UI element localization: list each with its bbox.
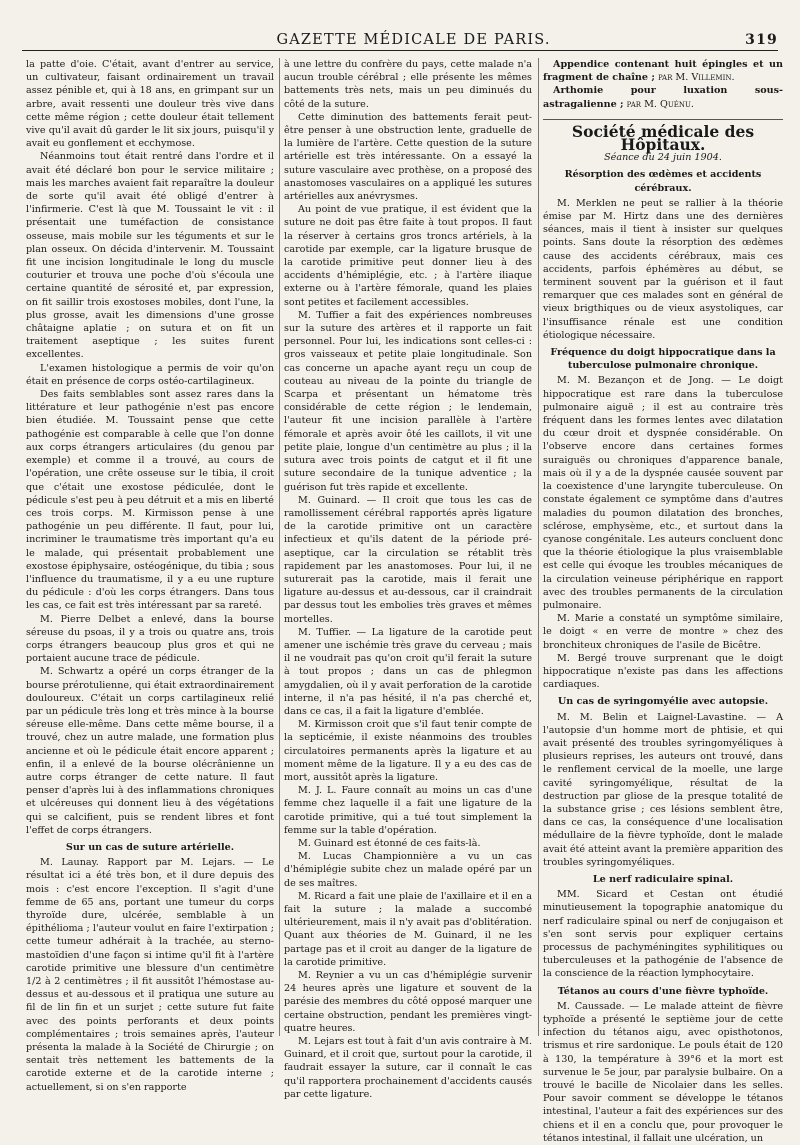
paragraph: M. Pierre Delbet a enlevé, dans la bourse séreuse du psoas, il y a trois ou quatre ans, trois corps étrangers beaucoup plus gros et qui ne portaient aucune trace de pédicule. [26, 613, 274, 665]
paragraph: M. Tuffier. — La ligature de la carotide peut amener une ischémie très grave du cerveau ; mais il ne voudrait pas qu'on croit qu'il ferait la suture à tout propos ; dans un cas de phlegmon amygdalien, où il y avait perforation de la carotide interne, il n'a pas hésité, il n'a pas cherché et, dans ce cas, il a fait la ligature d'emblée. [284, 626, 532, 717]
column-left [26, 58, 274, 1093]
section-heading: Le nerf radiculaire spinal. [592, 873, 734, 885]
report-author: par M. Quénu. [623, 98, 694, 110]
session-date: Séance du 24 juin 1904. [604, 152, 722, 164]
paragraph: M. Reynier a vu un cas d'hémiplégie survenir 24 heures après une ligature et souvent de la parésie des membres du côté opposé marquer une certaine obstruction, pendant les premières vingt-quatre heures. [284, 970, 532, 1034]
journal-title: GAZETTE MÉDICALE DE PARIS. [276, 32, 551, 48]
paragraph: M. Lucas Championnière a vu un cas d'hémiplégie subite chez un malade opéré par un de ses maîtres. [284, 851, 532, 889]
paragraph: Cette diminution des battements ferait peut-être penser à une obstruction lente, graduelle de la lumière de l'artère. Cette question de la suture artérielle est très intéressante. On a essayé la suture vasculaire avec prothèse, on a proposé des anastomoses vasculaires on a appliqué les sutures artérielles aux anévrysmes. [284, 111, 532, 203]
section-heading: Résorption des œdèmes et accidents cérébraux. [564, 169, 762, 194]
column-divider [279, 58, 280, 1036]
paragraph: la patte d'oie. C'était, avant d'entrer au service, un cultivateur, faisant ordinairement un travail assez pénible et, qui à 18 ans, en grimpant sur un arbre, avait ressenti une douleur très vive dans cette même région ; cette douleur était tellement vive qu'il avait dû garder le lit six jours, puisqu'il y avait eu gonflement et ecchymose. [26, 59, 274, 150]
report-title [543, 58, 783, 84]
section-heading: Un cas de syringomyélie avec autopsie. [557, 696, 769, 708]
page-number: 319 [745, 32, 778, 48]
report-title-text: Arthomie pour luxation sous-astragalienne ; [543, 85, 783, 110]
paragraph: M. M. Belin et Laignel-Lavastine. — A l'autopsie d'un homme mort de phtisie, et qui avait présenté des troubles syringomyéliques à plusieurs reprises, les auteurs ont trouvé, dans le renflement cervical de la moelle, une large cavité syringomyélique, résultat de la destruction par gliose de la presque totalité de la substance grise ; ces lésions semblent être, dans ce cas, la conséquence d'une localisation médullaire de la fièvre typhoïde, dont le malade avait été atteint avant la première apparition des troubles syringomyéliques. [543, 711, 783, 868]
paragraph: à une lettre du confrère du pays, cette malade n'a aucun trouble cérébral ; elle présente les mêmes battements très nets, mais un peu diminués du côté de la suture. [284, 59, 532, 110]
paragraph: Des faits semblables sont assez rares dans la littérature et leur pathogénie n'est pas encore bien étudiée. M. Toussaint pense que cette pathogénie est comparable à celle que l'on donne aux corps étrangers articulaires (du genou par exemple) et comme il a trouvé, au cours de l'opération, une crête osseuse sur le tibia, il croit que c'était une exostose pédiculée, dont le pédicule s'est peu à peu détruit et a mis en liberté ces trois corps. M. Kirmisson pense à une pathogénie un peu différente. Il faut, pour lui, incriminer le traumatisme très important qu'a eu le malade, qui présentait probablement une exostose épiphysaire, ostéogénique, du tibia ; sous l'influence du traumatisme, il y a eu une rupture du pédicule : d'où les corps étrangers. Dans tous les cas, ce fait est très intéressant par sa rareté. [26, 389, 274, 612]
paragraph: M. Schwartz a opéré un corps étranger de la bourse prérotulienne, qui était extraordinairement douloureux. C'était un corps cartilagineux relié par un pédicule très long et très mince à la bourse séreuse elle-même. Dans cette même bourse, il a trouvé, chez un autre malade, une formation plus ancienne et où le pédicule était encore apparent ; enfin, il a enlevé de la bourse olécrânienne un autre corps étranger de cette nature. Il faut penser d'après lui à des inflammations chroniques et ulcéreuses qui donnent lieu à des végétations qui se calcifient, puis se rendent libres et font l'effet de corps étrangers. [26, 666, 274, 836]
page-header [22, 26, 778, 51]
paragraph: M. Merklen ne peut se rallier à la théorie émise par M. Hirtz dans une des dernières séances, mais il tient à insister sur quelques points. Sans doute la résorption des œdèmes cause des accidents cérébraux, mais ces accidents, parfois éphémères au début, se terminent souvent par la guérison et il faut remarquer que ces malades sont en général de vieux brigthiques ou de vieux asystoliques, car l'insuffisance rénale est une condition étiologique nécessaire. [543, 197, 783, 341]
society-title: Société médicale des Hôpitaux. [543, 119, 783, 151]
section-heading: Fréquence du doigt hippocratique dans la tuberculose pulmonaire chronique. [550, 347, 776, 372]
paragraph: M. Bergé trouve surprenant que le doigt hippocratique n'existe pas dans les affections cardiaques. [543, 652, 783, 691]
section-heading: Sur un cas de suture artérielle. [65, 841, 235, 853]
section-heading: Tétanos au cours d'une fièvre typhoïde. [557, 985, 769, 997]
report-title [543, 84, 783, 110]
column-divider [538, 58, 539, 1036]
paragraph: Au point de vue pratique, il est évident que la suture ne doit pas être faite à tout propos. Il faut la réserver à certains gros troncs artériels, à la carotide par exemple, car la ligature brusque de la carotide primitive peut donner lieu à des accidents d'hémiplégie, etc. ; à l'artère iliaque externe ou à l'artère fémorale, quand les plaies sont petites et facilement accessibles. [284, 204, 532, 308]
column-middle [284, 58, 532, 1100]
paragraph: M. Ricard a fait une plaie de l'axillaire et il en a fait la suture ; la malade a succombé ultérieurement, mais il n'y avait pas d'oblitération. Quant aux théories de M. Guinard, il ne les partage pas et il croit au danger de la ligature de la carotide primitive. [284, 890, 532, 968]
report-title-text: Appendice contenant huit épingles et un fragment de chaîne ; [543, 59, 783, 84]
paragraph: L'examen histologique a permis de voir qu'on était en présence de corps ostéo-cartilagineux. [26, 362, 274, 387]
report-author: par M. Villemin. [654, 72, 735, 84]
paragraph: Néanmoins tout était rentré dans l'ordre et il avait été déclaré bon pour le service militaire ; mais les marches avaient fait reparaître la douleur de sorte qu'il avait été obligé d'entrer à l'infirmerie. C'est là que M. Toussaint le vit : il présentait une tuméfaction de consistance osseuse, mais mobile sur les téguments et sur le plan osseux. On décida d'intervenir. M. Toussaint fit une incision longitudinale le long du muscle couturier et trouva une poche d'où s'écoula une certaine quantité de sérosité et, par expression, on fit saillir trois exostoses mobiles, dont l'une, la plus grosse, avait les dimensions d'une grosse châtaigne aplatie ; on sutura et on fit un traitement aseptique ; les suites furent excellentes. [26, 151, 274, 361]
column-right [543, 58, 783, 1144]
paragraph: M. Guinard. — Il croit que tous les cas de ramollissement cérébral rapportés après ligature de la carotide primitive ont un caractère infectieux et qu'ils datent de la période pré-aseptique, car la circulation se rétablit très rapidement par les anastomoses. Pour lui, il ne suturerait pas la carotide, mais il ferait une ligature au-dessus et au-dessous, car il craindrait par dessus tout les embolies très graves et mêmes mortelles. [284, 494, 532, 625]
paragraph: M. Kirmisson croit que s'il faut tenir compte de la septicémie, il existe néanmoins des troubles circulatoires permanents après la ligature et au moment même de la ligature. Il y a eu des cas de mort, aussitôt après la ligature. [284, 719, 532, 783]
paragraph: M. Lejars est tout à fait d'un avis contraire à M. Guinard, et il croit que, surtout pour la carotide, il faudrait essayer la suture, car il connaît le cas qu'il rapportera prochainement d'accidents causés par cette ligature. [284, 1036, 532, 1100]
paragraph: M. Marie a constaté un symptôme similaire, le doigt « en verre de montre » chez des bronchiteux chroniques de l'asile de Bicêtre. [543, 613, 783, 651]
paragraph: M. Caussade. — Le malade atteint de fièvre typhoïde a présenté le septième jour de cette infection du tétanos aigu, avec opisthotonos, trismus et rire sardonique. Le pouls était de 120 à 130, la température à 39°6 et la mort est survenue le 5e jour, par paralysie bulbaire. On a trouvé le bacille de Nicolaier dans les selles. Pour savoir comment se développe le tétanos intestinal, l'auteur a fait des expériences sur des chiens et il en a conclu que, pour provoquer le tétanos intestinal, il fallait une ulcération, un [543, 1000, 783, 1144]
paragraph: M. Guinard est étonné de ces faits-là. [298, 837, 481, 849]
paragraph: M. M. Bezançon et de Jong. — Le doigt hippocratique est rare dans la tuberculose pulmonaire aiguë ; il est au contraire très fréquent dans les formes lentes avec dilatation du cœur droit et dyspnée considérable. On l'observe encore dans certaines formes suraiguës ou chroniques d'apparence banale, mais où il y a de la dyspnée causée souvent par la coexistence d'une laryngite tuberculeuse. On constate également ce symptôme dans d'autres maladies du poumon dilatation des bronches, sclérose, emphysème, etc., et surtout dans la cyanose congénitale. Les auteurs concluent donc que la théorie étiologique la plus vraisemblable est celle qui évoque les troubles mécaniques de la circulation veineuse périphérique en rapport avec des troubles permanents de la circulation pulmonaire. [543, 375, 783, 611]
paragraph: M. Launay. Rapport par M. Lejars. — Le résultat ici a été très bon, et il dure depuis des mois : c'est encore l'exception. Il s'agit d'une femme de 65 ans, portant une tumeur du corps thyroïde dure, ulcérée, semblable à un épithélioma ; l'auteur voulut en faire l'extirpation ; cette tumeur adhérait à la trachée, au sterno-mastoïdien d'une façon si intime qu'il fit à l'artère carotide primitive une blessure d'un centimètre 1/2 à 2 centimètres ; il fit aussitôt l'hémostase au-dessus et au-dessous et il pratiqua une suture au fil de lin fin et un surjet ; cette suture fut faite avec des points perforants et deux points complémentaires ; trois semaines après, l'auteur présenta la malade à la Société de Chirurgie ; on sentait très nettement les battements de la carotide externe et de la carotide interne ; actuellement, si on s'en rapporte [26, 857, 274, 1093]
paragraph: MM. Sicard et Cestan ont étudié minutieusement la topographie anatomique du nerf radiculaire spinal ou nerf de conjugaison et s'en sont servis pour expliquer certains processus de pachyméningites syphilitiques ou tuberculeuses et la pathogénie de l'absence de la conscience de la réaction lymphocytaire. [543, 889, 783, 980]
paragraph: M. J. L. Faure connaît au moins un cas d'une femme chez laquelle il a fait une ligature de la carotide primitive, qui a tué tout simplement la femme sur la table d'opération. [284, 785, 532, 836]
paragraph: M. Tuffier a fait des expériences nombreuses sur la suture des artères et il rapporte un fait personnel. Pour lui, les indications sont celles-ci : gros vaisseaux et petite plaie longitudinale. Son cas concerne un apache ayant reçu un coup de couteau au niveau de la pointe du triangle de Scarpa et présentant un hématome très considérable de cette région ; le lendemain, l'auteur fit une incision parallèle à l'artère fémorale et après avoir ôté les caillots, il vit une petite plaie, longue d'un centimètre au plus ; il la sutura avec trois points de catgut et il fit une suture secondaire de la tunique adventice ; la guérison fut très rapide et excellente. [284, 309, 532, 493]
